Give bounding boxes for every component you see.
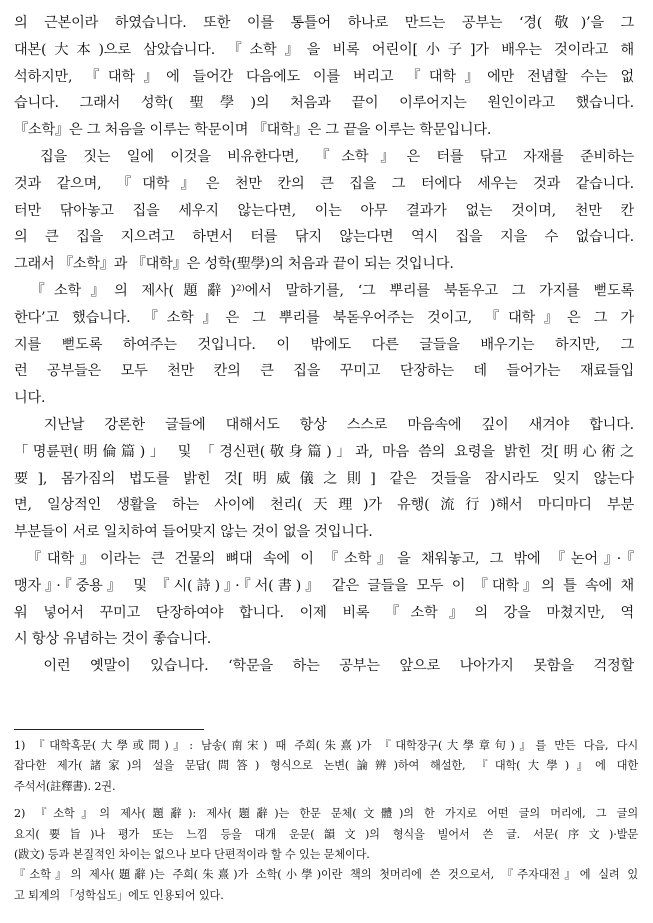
text-line: 의 큰 집을 지으려고 하면서 터를 닦지 않는다면 역시 집을 지을 수 없습니다. (14, 229, 634, 246)
text-line: 지난날 강론한 글들에 대해서도 항상 스스로 마음속에 깊이 새겨야 합니다. (14, 416, 634, 433)
text-line: 이런 옛말이 있습니다. ‘학문을 하는 공부는 앞으로 나아가지 못함을 걱정할 (14, 658, 634, 675)
text-line: 런 공부들은 모두 천만 칸의 큰 집을 꾸미고 단장하는 데 들어가는 재료들입 (14, 363, 634, 380)
text-line: 부분들이 서로 일치하여 들어맞지 않는 것이 없을 것입니다. (14, 524, 373, 541)
text-line: 「명륜편(明倫篇)」 및 「경신편(敬身篇)」과, 마음 씀의 요령을 밝힌 것[明心術之 (14, 443, 634, 460)
text-line: 『소학』은 그 처음을 이루는 학문이며 『대학』은 그 끝을 이루는 학문입니다. (14, 122, 492, 139)
text-line: 지를 뻗도록 하여주는 것입니다. 이 밖에도 다른 글들을 배우기는 하지만, 그 (14, 336, 634, 353)
footnote-line: 『소학』의 제사(題辭)는 주희(朱熹)가 소학(小學)이란 책의 첫머리에 쓴 것으로서, 『주자대전』에 실려 있 (14, 868, 638, 882)
text-line: 습니다. 그래서 성학(聖學)의 처음과 끝이 이루어지는 원인이라고 했습니다. (14, 95, 634, 112)
footnote-line: 2) 『소학』의 제사(題辭): 제사(題辭)는 한문 문체(文體)의 한 가지로 어떤 글의 머리에, 그 글의 (14, 807, 638, 821)
text-line: 석하지만, 『대학』에 들어간 다음에도 이를 버리고 『대학』에만 전념할 수는 없 (14, 68, 634, 85)
text-line: 터만 닦아놓고 집을 세우지 않는다면, 이는 아무 결과가 없는 것이며, 천만 칸 (14, 202, 634, 219)
text-line: 집을 짓는 일에 이것을 비유한다면, 『소학』은 터를 닦고 자재를 준비하는 (14, 148, 634, 165)
text-line: 그래서 『소학』과 『대학』은 성학(聖學)의 처음과 끝이 되는 것입니다. (14, 256, 454, 273)
text-line: 면, 일상적인 생활을 하는 사이에 천리(天理)가 유행(流行)해서 마디마디 부분 (14, 497, 634, 514)
footnote-divider (14, 729, 204, 730)
text-line: 의 근본이라 하였습니다. 또한 이를 통틀어 하나로 만드는 공부는 ‘경(敬)’을 그 (14, 15, 634, 31)
text-line: 『소학』의 제사(題辭)²⁾에서 말하기를, ‘그 뿌리를 북돋우고 그 가지를 뻗도록 (14, 282, 634, 299)
text-line: 『대학』이라는 큰 건물의 뼈대 속에 이 『소학』을 채워놓고, 그 밖에 『논어』·『 (14, 550, 634, 567)
footnote-line: 주석서(註釋書). 2권. (14, 779, 116, 793)
footnotes (14, 736, 638, 906)
text-line: 한다’고 했습니다. 『소학』은 그 뿌리를 북돋우어주는 것이고, 『대학』은 그 가 (14, 309, 634, 326)
text-line: 要], 몸가짐의 법도를 밝힌 것[明威儀之則] 같은 것들을 잠시라도 잊지 않는다 (14, 470, 634, 487)
footnote-line: 1) 『대학혹문(大學或問)』: 남송(南宋) 때 주희(朱熹)가 『대학장구(大學章句)』를 만든 다음, 다시 (14, 739, 638, 752)
text-line: 워 넣어서 꾸미고 단장하여야 합니다. 이제 비록 『소학』의 강을 마쳤지만, 역 (14, 604, 634, 621)
footnote-line: 고 퇴계의 「성학십도」에도 인용되어 있다. (14, 888, 224, 902)
body-text (14, 10, 634, 680)
text-line: 대본(大本)으로 삼았습니다. 『소학』을 비록 어린이[小子]가 배우는 것이라고 해 (14, 41, 634, 58)
text-line: 것과 같으며, 『대학』은 천만 칸의 큰 집을 그 터에다 세우는 것과 같습니다. (14, 175, 634, 192)
footnote-line: (跋文) 등과 본질적인 차이는 없으나 보다 단편적이라 할 수 있는 문체이다. (14, 847, 370, 861)
text-line: 니다. (14, 390, 46, 407)
text-line: 맹자』·『중용』 및 『시(詩)』·『서(書)』 같은 글들을 모두 이 『대학』의 틀 속에 채 (14, 577, 634, 594)
footnote-line: 요지(要旨)나 평가 또는 느낌 등을 대개 운문(韻文)의 형식을 빌어서 쓴 글. 서문(序文)·발문 (14, 827, 638, 841)
footnote-line: 잡다한 제가(諸家)의 설을 문답(問答) 형식으로 논변(論辨)하여 해설한, 『대학(大學)』에 대한 (14, 759, 638, 773)
text-line: 시 항상 유념하는 것이 좋습니다. (14, 631, 212, 648)
